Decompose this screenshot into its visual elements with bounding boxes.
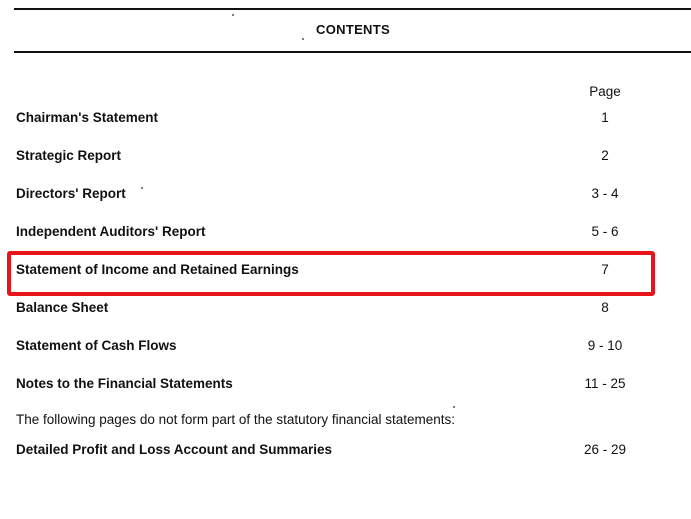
non-statutory-note: The following pages do not form part of the statutory financial statements: — [16, 412, 455, 427]
top-rule — [14, 8, 691, 10]
scan-speck — [232, 14, 234, 16]
toc-entry-page: 26 - 29 — [583, 442, 627, 457]
toc-entry-label: Independent Auditors' Report — [16, 224, 206, 239]
toc-entry-label: Strategic Report — [16, 148, 122, 163]
page-column-header: Page — [589, 84, 621, 99]
toc-entry-page: 7 — [601, 262, 609, 277]
toc-entry-page: 3 - 4 — [591, 186, 619, 201]
toc-entry-strategic-report — [0, 148, 691, 168]
page-title: CONTENTS — [316, 22, 390, 37]
toc-entry-page: 8 — [601, 300, 609, 315]
toc-entry-label: Directors' Report — [16, 186, 126, 201]
toc-entry-label: Detailed Profit and Loss Account and Summaries — [16, 442, 333, 457]
highlight-box — [7, 251, 655, 296]
toc-entry-label: Chairman's Statement — [16, 110, 159, 125]
toc-entry-page: 1 — [601, 110, 609, 125]
scan-speck — [141, 187, 143, 189]
toc-entry-notes — [0, 376, 691, 396]
toc-entry-chairmans-statement — [0, 110, 691, 130]
toc-entry-statement-of-cash-flows — [0, 338, 691, 358]
toc-entry-balance-sheet — [0, 300, 691, 320]
toc-entry-detailed-profit-and-loss — [0, 442, 691, 462]
toc-entry-page: 11 - 25 — [584, 376, 626, 391]
toc-entry-directors-report — [0, 186, 691, 206]
toc-entry-label: Statement of Income and Retained Earnings — [16, 262, 299, 277]
toc-entry-independent-auditors-report — [0, 224, 691, 244]
toc-entry-page: 9 - 10 — [587, 338, 623, 353]
toc-entry-page: 2 — [601, 148, 609, 163]
scan-speck — [302, 38, 304, 40]
toc-entry-page: 5 - 6 — [591, 224, 619, 239]
toc-entry-label: Notes to the Financial Statements — [16, 376, 233, 391]
scan-speck — [453, 406, 455, 408]
header-bottom-rule — [14, 51, 691, 53]
toc-entry-label: Balance Sheet — [16, 300, 109, 315]
toc-entry-label: Statement of Cash Flows — [16, 338, 177, 353]
